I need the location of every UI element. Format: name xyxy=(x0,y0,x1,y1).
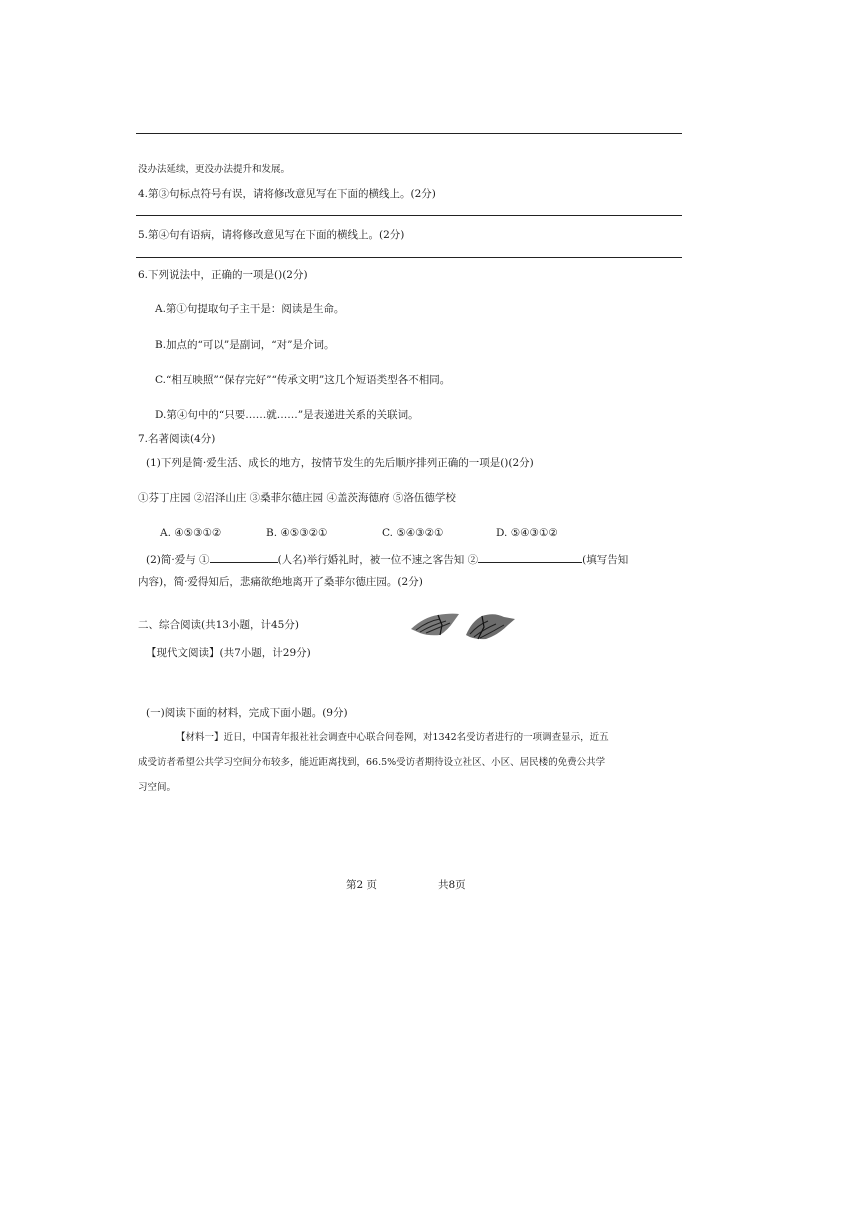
fish-illustration-left xyxy=(410,611,460,637)
blank-1-name[interactable] xyxy=(210,551,278,563)
fish-illustration-right xyxy=(464,611,516,641)
material-1-line3: 习空间。 xyxy=(138,782,177,793)
continuation-text: 没办法延续，更没办法提升和发展。 xyxy=(138,164,291,175)
material-1-line2: 成受访者希望公共学习空间分布较多，能近距离找到，66.5%受访者期待设立社区、小区、居民楼的免费公共学 xyxy=(138,757,606,768)
question-7-choice-a: A. ④⑤③①② xyxy=(160,527,222,539)
answer-line-q5[interactable] xyxy=(136,257,682,258)
question-7-sub2-line2: 内容)，简·爱得知后，悲痛欲绝地离开了桑菲尔德庄园。(2分) xyxy=(138,576,423,588)
question-6-option-b: B.加点的“可以”是副词，“对”是介词。 xyxy=(155,339,335,351)
modern-reading-heading: 【现代文阅读】(共7小题，计29分) xyxy=(146,647,311,659)
sub2-part-b: (人名)举行婚礼时，被一位不速之客告知 ② xyxy=(277,554,479,566)
blank-2-content[interactable] xyxy=(478,551,582,563)
question-7-sub2-line1 xyxy=(146,551,628,567)
sub2-part-c: (填写告知 xyxy=(582,554,629,566)
question-6-option-d: D.第④句中的“只要……就……”是表递进关系的关联词。 xyxy=(155,409,419,421)
page-total: 共8页 xyxy=(438,879,466,891)
question-7-choice-c: C. ⑤④③②① xyxy=(382,527,444,539)
question-7-sub1: (1)下列是简·爱生活、成长的地方，按情节发生的先后顺序排列正确的一项是()(2分) xyxy=(146,457,534,469)
question-6-option-a: A.第①句提取句子主干是：阅读是生命。 xyxy=(155,303,345,315)
answer-line-q4[interactable] xyxy=(136,215,682,216)
question-7-choice-b: B. ④⑤③②① xyxy=(266,527,328,539)
question-4: 4.第③句标点符号有误，请将修改意见写在下面的横线上。(2分) xyxy=(138,188,436,200)
question-6-stem: 6.下列说法中，正确的一项是()(2分) xyxy=(138,269,308,281)
section-2-title: 二、综合阅读(共13小题，计45分) xyxy=(138,619,299,631)
question-6-option-c: C.“相互映照”“保存完好”“传承文明”这几个短语类型各不相同。 xyxy=(155,374,451,386)
question-5: 5.第④句有语病，请将修改意见写在下面的横线上。(2分) xyxy=(138,229,405,241)
material-1-line1: 【材料一】近日，中国青年报社社会调查中心联合问卷网，对1342名受访者进行的一项调查显示，近五 xyxy=(176,732,609,743)
top-divider-line xyxy=(136,133,682,134)
sub2-part-a: (2)简·爱与 ① xyxy=(146,554,210,566)
question-7-title: 7.名著阅读(4分) xyxy=(138,433,216,445)
question-7-places: ①芬丁庄园 ②沼泽山庄 ③桑菲尔德庄园 ④盖茨海德府 ⑤洛伍德学校 xyxy=(138,492,456,504)
reading-1-title: (一)阅读下面的材料，完成下面小题。(9分) xyxy=(146,707,348,719)
page-number: 第2 页 xyxy=(346,879,378,891)
question-7-choice-d: D. ⑤④③①② xyxy=(496,527,558,539)
